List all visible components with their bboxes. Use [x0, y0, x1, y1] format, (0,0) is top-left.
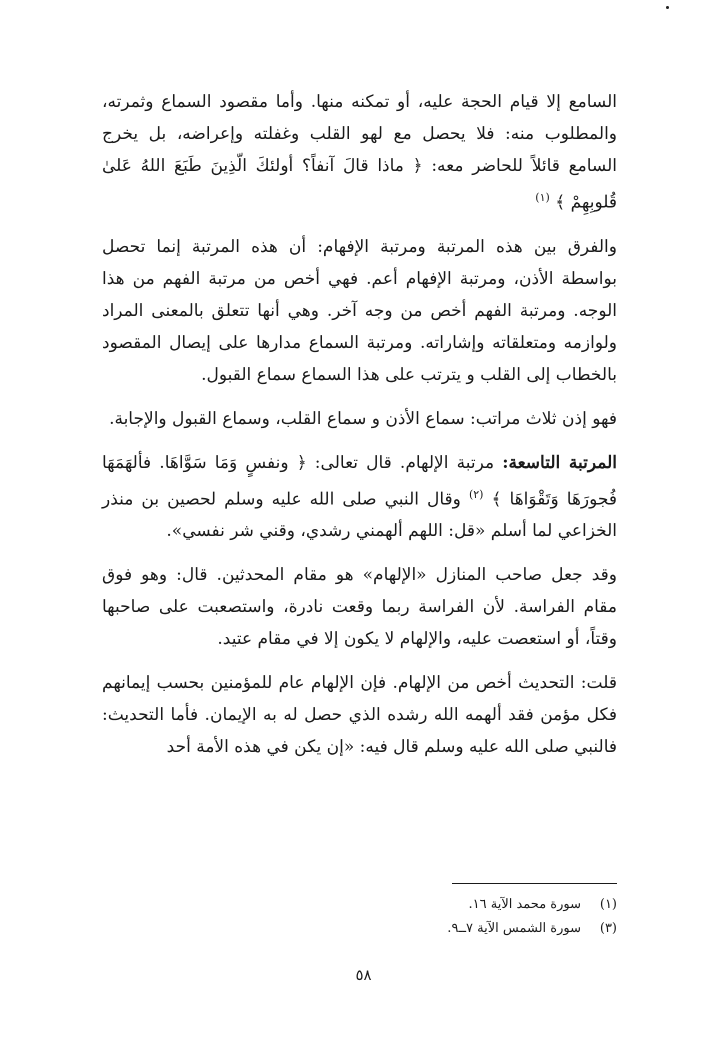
footnote-number: (٣): [599, 921, 617, 936]
paragraph: فهو إذن ثلاث مراتب: سماع الأذن و سماع القلب، وسماع القبول والإجابة.: [109, 408, 617, 429]
footnote-divider: [452, 883, 617, 884]
paragraph-text: السامع إلا قيام الحجة عليه، أو تمكنه منها. وأما مقصود السماع وثمرته، والمطلوب منه: فلا يحصل مع لهو القلب وغفلته وإعراضه، بل يخرج السامع قائلاً للحاضر معه: ﴿ ماذا قالَ آنفاً؟ أولئكَ الّذِينَ طَبَعَ اللهُ عَلىٰ قُلوبِهِمْ ﴾: [102, 92, 617, 213]
footnote: [302, 917, 617, 941]
footnote-text: سورة الشمس الآية ٧ــ٩.: [447, 921, 581, 936]
paragraph: [102, 447, 617, 548]
footnote-reference: (١): [535, 191, 550, 204]
main-text: [102, 86, 617, 763]
paragraph: [102, 86, 617, 219]
footnote: [302, 893, 617, 917]
section-heading: المرتبة التاسعة:: [502, 452, 618, 473]
paragraph: والفرق بين هذه المرتبة ومرتبة الإفهام: أن هذه المرتبة إنما تحصل بواسطة الأذن، ومرتبة الإفهام أعم. فهي أخص من مرتبة الفهم من هذا الوجه. ومرتبة الفهم أخص من وجه آخر. وهي أنها تتعلق بالمعنى المراد ولوازمه ومتعلقاته وإشاراته. ومرتبة السماع مدارها على إيصال المقصود بالخطاب إلى القلب و يترتب على هذا السماع سماع القبول.: [102, 236, 617, 385]
footnotes: [302, 893, 617, 941]
scan-speck: [666, 6, 669, 9]
paragraph-text: وقال النبي صلى الله عليه وسلم لحصين بن منذر الخزاعي لما أسلم «قل: اللهم ألهمني رشدي، وقني شر نفسي».: [102, 489, 617, 542]
paragraph-text: مرتبة الإلهام. قال تعالى: ﴿ ونفسٍ وَمَا سَوَّاهَا. فألهَمَهَا فُجورَهَا وَتَقْوَاهَا ﴾: [102, 452, 618, 510]
footnote-reference: (٢): [468, 487, 484, 501]
paragraph: وقد جعل صاحب المنازل «الإلهام» هو مقام المحدثين. قال: وهو فوق مقام الفراسة. لأن الفراسة ربما وقعت نادرة، واستصعبت على صاحبها وقتاً، أو استعصت عليه، والإلهام لا يكون إلا في مقام عتيد.: [102, 565, 617, 650]
footnote-text: سورة محمد الآية ١٦.: [468, 897, 581, 912]
footnote-number: (١): [599, 897, 617, 912]
paragraph: قلت: التحديث أخص من الإلهام. فإن الإلهام عام للمؤمنين بحسب إيمانهم فكل مؤمن فقد ألهمه الله رشده الذي حصل له به الإيمان. فأما التحديث: فالنبي صلى الله عليه وسلم قال فيه: «إن يكن في هذه الأمة أحد: [102, 673, 617, 758]
page-number: ٥٨: [355, 966, 372, 984]
